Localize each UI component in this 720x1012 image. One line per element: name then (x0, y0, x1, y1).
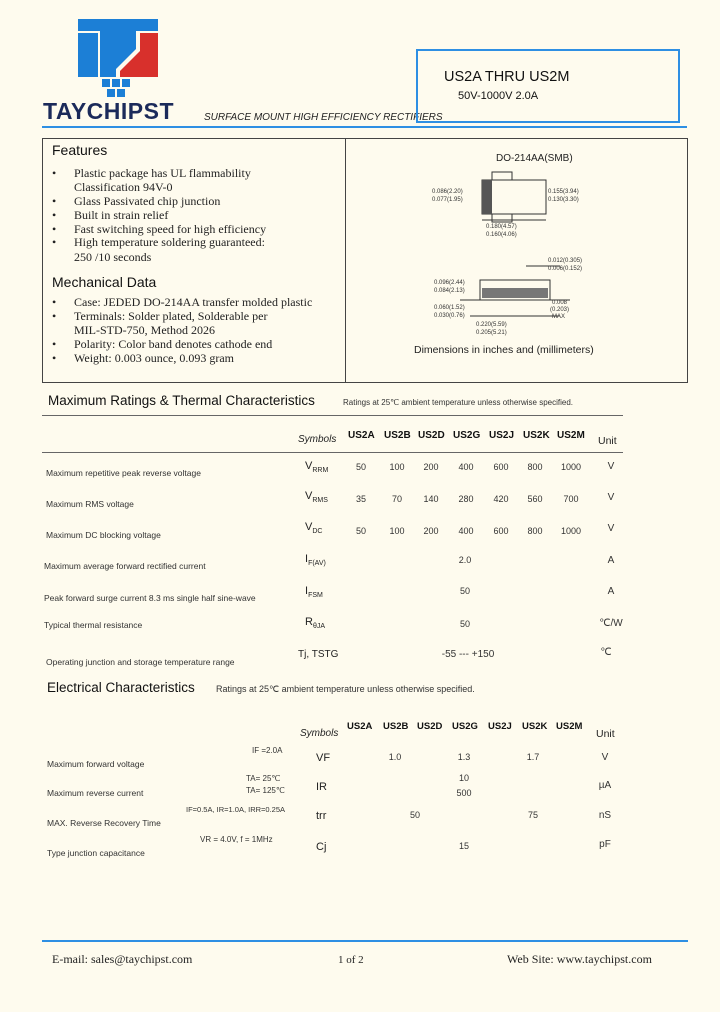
row-symbol: VF (316, 752, 331, 764)
feature-item: • High temperature soldering guaranteed: (52, 235, 265, 249)
part-title-box (416, 49, 680, 123)
row-unit: µA (598, 780, 612, 791)
mechanical-item: • Case: JEDED DO-214AA transfer molded plastic (52, 295, 313, 309)
row-unit: A (607, 586, 615, 597)
row-label: Operating junction and storage temperature range (46, 657, 235, 667)
dim-label: 0.086(2.20) (432, 189, 463, 195)
dim-label: 0.096(2.44) (434, 280, 465, 286)
table-cell: 1000 (560, 526, 582, 536)
table-cell: 1.0 (388, 752, 402, 762)
table-cell: 35 (355, 494, 366, 504)
column-header: US2K (523, 430, 550, 441)
table-rule (42, 415, 623, 416)
dim-label: 0.008 (552, 300, 568, 306)
dim-label: 0.077(1.95) (432, 197, 463, 203)
row-unit: V (607, 492, 615, 503)
dim-label: 0.030(0.76) (434, 313, 465, 319)
dim-label: 0.130(3.30) (548, 197, 579, 203)
mechanical-item: • Terminals: Solder plated, Solderable per (52, 309, 268, 323)
table-cell: 800 (527, 526, 543, 536)
row-unit: pF (599, 839, 611, 850)
column-header: US2B (384, 430, 411, 441)
package-title: DO-214AA(SMB) (496, 153, 573, 164)
table-cell: 700 (563, 494, 579, 504)
table-cell: 50 (409, 810, 420, 820)
table-cell: 420 (493, 494, 509, 504)
table-cell: 100 (389, 462, 405, 472)
dim-label: (0.203) (550, 307, 570, 313)
column-header: US2K (522, 721, 548, 732)
features-box-divider (345, 138, 346, 383)
package-outline-drawing (430, 168, 620, 340)
row-label: Type junction capacitance (47, 848, 145, 858)
row-label: MAX. Reverse Recovery Time (47, 818, 161, 828)
row-symbol: IR (316, 781, 327, 793)
column-header: US2D (417, 721, 443, 732)
row-symbol: Cj (316, 841, 327, 853)
table-cell: 500 (456, 788, 472, 798)
table-cell: 50 (355, 526, 366, 536)
unit-header: Unit (598, 435, 617, 447)
part-title: US2A THRU US2M (444, 69, 570, 85)
product-tagline: SURFACE MOUNT HIGH EFFICIENCY RECTIFIERS (204, 112, 443, 123)
test-condition: TA= 25℃ (246, 774, 281, 783)
table-cell: 280 (458, 494, 474, 504)
table-cell: 50 (459, 586, 470, 596)
row-unit: V (607, 461, 615, 472)
company-logo (78, 19, 158, 97)
mechanical-item: MIL-STD-750, Method 2026 (74, 323, 215, 337)
test-condition: IF=0.5A, IR=1.0A, IRR=0.25A (186, 805, 286, 814)
table-cell: 2.0 (458, 555, 472, 565)
row-symbol: $V_{RRM}$ (305, 460, 329, 475)
table-cell: 200 (423, 462, 439, 472)
row-label: Maximum RMS voltage (46, 499, 134, 509)
row-symbol: $I_{F(AV)}$ (305, 553, 326, 568)
table-cell: 75 (527, 810, 538, 820)
row-label: Maximum average forward rectified current (44, 561, 206, 571)
page-number: 1 of 2 (338, 954, 364, 966)
row-unit: nS (598, 810, 612, 821)
row-label: Typical thermal resistance (44, 620, 143, 630)
dim-label: 0.084(2.13) (434, 288, 465, 294)
dim-label: 0.160(4.06) (486, 232, 517, 238)
mechanical-item: • Polarity: Color band denotes cathode end (52, 337, 273, 351)
test-condition: IF =2.0A (252, 746, 283, 755)
table-cell: 50 (459, 619, 470, 629)
table-cell: 10 (458, 773, 469, 783)
dim-label: 0.205(5.21) (476, 330, 507, 336)
table-cell: 560 (527, 494, 543, 504)
table-cell: 600 (493, 462, 509, 472)
table-cell: 50 (355, 462, 366, 472)
dim-label: 0.060(1.52) (434, 305, 465, 311)
dim-label: 0.155(3.94) (548, 189, 579, 195)
column-header: US2B (383, 721, 409, 732)
row-label: Maximum forward voltage (47, 759, 145, 769)
table-rule (42, 452, 623, 453)
row-symbol: $V_{RMS}$ (305, 490, 328, 505)
column-header: US2G (452, 721, 478, 732)
feature-item: 250 /10 seconds (74, 250, 152, 264)
footer-divider (42, 940, 688, 942)
electrical-heading: Electrical Characteristics (47, 680, 195, 695)
brand-name: TAYCHIPST (43, 98, 175, 124)
row-label: Maximum DC blocking voltage (46, 530, 161, 540)
table-cell: 140 (423, 494, 439, 504)
column-header: US2A (348, 430, 375, 441)
table-cell: 400 (458, 526, 474, 536)
features-heading: Features (52, 142, 108, 158)
row-label: Maximum repetitive peak reverse voltage (46, 468, 201, 478)
mechanical-heading: Mechanical Data (52, 274, 157, 290)
dim-label: MAX (552, 314, 566, 320)
table-cell: 800 (527, 462, 543, 472)
row-unit: A (607, 555, 615, 566)
max-ratings-heading: Maximum Ratings & Thermal Characteristics (48, 393, 315, 408)
table-cell: 1000 (560, 462, 582, 472)
electrical-note: Ratings at 25℃ ambient temperature unless otherwise specified. (216, 684, 475, 694)
column-header: US2A (347, 721, 373, 732)
row-symbol: Tj, TSTG (298, 649, 339, 660)
row-label: Peak forward surge current 8.3 ms single half sine-wave (44, 593, 256, 603)
max-ratings-note: Ratings at 25℃ ambient temperature unless otherwise specified. (343, 398, 573, 407)
row-symbol: $V_{DC}$ (305, 521, 323, 536)
feature-item: • Fast switching speed for high efficiency (52, 222, 267, 236)
row-unit: V (601, 752, 609, 763)
feature-item: • Glass Passivated chip junction (52, 194, 221, 208)
dimensions-note: Dimensions in inches and (millimeters) (414, 344, 594, 356)
table-cell: 200 (423, 526, 439, 536)
dim-label: 0.220(5.59) (476, 322, 507, 328)
table-cell: 70 (391, 494, 402, 504)
header-divider (42, 126, 687, 128)
table-cell: 15 (458, 841, 469, 851)
mechanical-item: • Weight: 0.003 ounce, 0.093 gram (52, 351, 235, 365)
column-header: US2D (418, 430, 445, 441)
part-subtitle: 50V-1000V 2.0A (458, 90, 539, 102)
table-cell: 1.7 (526, 752, 540, 762)
feature-item: • Built in strain relief (52, 208, 169, 222)
row-unit: ℃/W (599, 618, 623, 629)
test-condition: VR = 4.0V, f = 1MHz (200, 835, 273, 844)
column-header: US2J (489, 430, 515, 441)
dim-label: 0.012(0.305) (548, 258, 583, 264)
row-symbol: $R_{\theta JA}$ (305, 616, 326, 631)
dim-label: 0.180(4.57) (486, 224, 517, 230)
unit-header: Unit (596, 728, 615, 740)
table-cell: -55 --- +150 (441, 649, 495, 660)
footer-email[interactable]: E-mail: sales@taychipst.com (52, 952, 193, 966)
test-condition: TA= 125℃ (246, 786, 285, 795)
column-header: US2M (557, 430, 585, 441)
feature-item: Classification 94V-0 (74, 180, 173, 194)
symbols-header: Symbols (300, 728, 339, 739)
table-cell: 600 (493, 526, 509, 536)
column-header: US2G (453, 430, 481, 441)
table-cell: 400 (458, 462, 474, 472)
footer-website[interactable]: Web Site: www.taychipst.com (507, 952, 652, 966)
feature-item: • Plastic package has UL flammability (52, 166, 251, 180)
row-unit: V (607, 523, 615, 534)
row-unit: ℃ (600, 647, 612, 658)
row-label: Maximum reverse current (47, 788, 144, 798)
table-cell: 100 (389, 526, 405, 536)
table-cell: 1.3 (457, 752, 471, 762)
row-symbol: trr (316, 810, 327, 822)
row-symbol: $I_{FSM}$ (305, 585, 323, 600)
column-header: US2J (488, 721, 512, 732)
column-header: US2M (556, 721, 583, 732)
dim-label: 0.006(0.152) (548, 266, 583, 272)
symbols-header: Symbols (298, 434, 337, 445)
